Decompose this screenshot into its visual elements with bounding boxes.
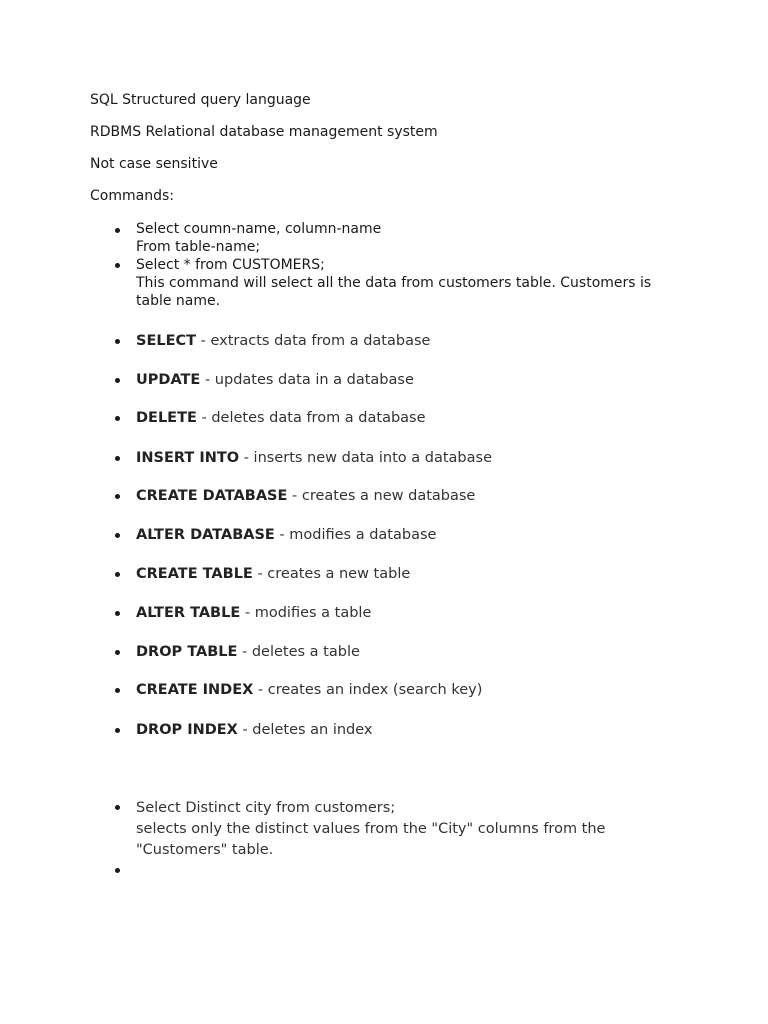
bullet-icon bbox=[115, 416, 120, 421]
bullet-icon bbox=[115, 456, 120, 461]
command-keyword: SELECT bbox=[136, 333, 197, 349]
bullet-icon bbox=[115, 339, 120, 344]
command-description: - modifies a table bbox=[240, 605, 372, 621]
example-line: Select coumn-name, column-name bbox=[136, 221, 382, 237]
command-keyword: DROP INDEX bbox=[136, 722, 238, 738]
bullet-icon bbox=[115, 728, 120, 733]
example-line: From table-name; bbox=[136, 239, 261, 255]
distinct-line: "Customers" table. bbox=[136, 842, 274, 858]
bullet-icon bbox=[115, 868, 120, 873]
distinct-line: Select Distinct city from customers; bbox=[136, 800, 396, 816]
intro-rdbms: RDBMS Relational database management system bbox=[90, 124, 438, 140]
example-line: Select * from CUSTOMERS; bbox=[136, 257, 325, 273]
command-description: - inserts new data into a database bbox=[239, 450, 493, 466]
command-description: - deletes data from a database bbox=[196, 410, 426, 426]
command-keyword: CREATE TABLE bbox=[136, 566, 253, 582]
bullet-icon bbox=[115, 611, 120, 616]
bullet-icon bbox=[115, 650, 120, 655]
command-description: - creates an index (search key) bbox=[253, 682, 483, 698]
bullet-icon bbox=[115, 805, 120, 810]
command-description: - extracts data from a database bbox=[196, 333, 431, 349]
distinct-line: selects only the distinct values from the "City" columns from the bbox=[136, 821, 606, 837]
bullet-icon bbox=[115, 228, 120, 233]
example-line: table name. bbox=[136, 293, 221, 309]
bullet-icon bbox=[115, 572, 120, 577]
bullet-icon bbox=[115, 533, 120, 538]
command-keyword: UPDATE bbox=[136, 372, 201, 388]
command-description: - creates a new database bbox=[287, 488, 476, 504]
command-description: - creates a new table bbox=[252, 566, 411, 582]
bullet-icon bbox=[115, 688, 120, 693]
bullet-icon bbox=[115, 494, 120, 499]
command-keyword: DELETE bbox=[136, 410, 197, 426]
command-keyword: CREATE DATABASE bbox=[136, 488, 288, 504]
command-keyword: DROP TABLE bbox=[136, 644, 238, 660]
intro-case: Not case sensitive bbox=[90, 156, 218, 172]
intro-sql: SQL Structured query language bbox=[90, 92, 311, 108]
command-description: - modifies a database bbox=[274, 527, 437, 543]
command-keyword: CREATE INDEX bbox=[136, 682, 254, 698]
command-description: - deletes an index bbox=[237, 722, 373, 738]
command-description: - updates data in a database bbox=[200, 372, 414, 388]
bullet-icon bbox=[115, 263, 120, 268]
command-description: - deletes a table bbox=[237, 644, 360, 660]
example-line: This command will select all the data from customers table. Customers is bbox=[136, 275, 652, 291]
command-keyword: ALTER TABLE bbox=[136, 605, 241, 621]
command-keyword: INSERT INTO bbox=[136, 450, 240, 466]
bullet-icon bbox=[115, 378, 120, 383]
intro-commands-heading: Commands: bbox=[90, 188, 174, 204]
command-keyword: ALTER DATABASE bbox=[136, 527, 275, 543]
